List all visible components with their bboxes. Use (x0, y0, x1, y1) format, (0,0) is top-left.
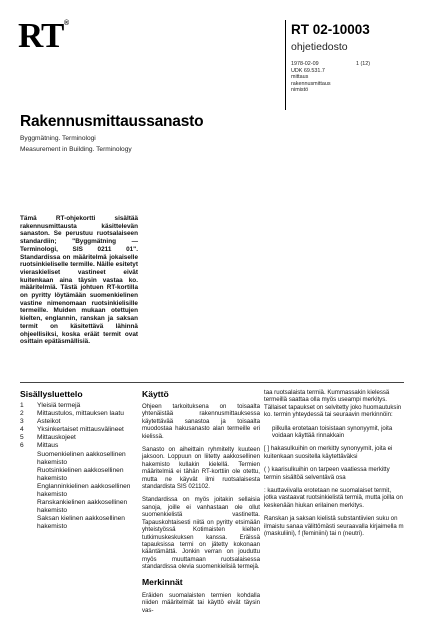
toc-number (20, 451, 37, 467)
page-count: 1 (12) (356, 61, 371, 67)
toc-label: Mittaus (37, 442, 59, 450)
usage-heading: Käyttö (142, 389, 169, 399)
toc-item (20, 402, 138, 410)
toc-item (20, 515, 138, 531)
toc-number: 5 (20, 434, 24, 442)
toc-label: Englanninkielinen aakkosellinen hakemisto (37, 482, 131, 499)
meta-keyword: nimistö (291, 87, 309, 94)
toc-label: Ranskankielinen aakkosellinen hakemisto (37, 499, 128, 515)
contents-heading: Sisällysluettelo (20, 389, 83, 399)
subtitle-english: Measurement in Building. Terminology (20, 146, 132, 153)
marks-item-brackets: [ ] hakasulkuihin on merkitty synonyymit, joita ei kuitenkaan suositella käytettäväksi (264, 445, 393, 460)
document-meta (291, 61, 331, 94)
usage-paragraph: Standardissa on myös joitakin sellaisia sanoja, joille ei vanhastaan ole ollut suomenkielistä vastinetta. Tapauskohtaisesti niitä on pyritty etsimään yhteistyössä Kotimaisten kielten tutkimuskeskuksen kanssa. Eräissä tapauksissa termi on jätetty kokonaan kääntämättä. Jonkin verran on jouduttu myös muuttamaan ruotsalaisessa standardissa olevia suomenkielisiä termejä. (142, 496, 260, 571)
toc-item (20, 483, 138, 499)
toc-item (20, 418, 138, 426)
toc-item (20, 410, 138, 418)
toc-label: Mittauskojeet (37, 434, 76, 442)
marks-heading: Merkinnät (142, 576, 183, 587)
marks-paragraph: Eräiden suomalaisten termien kohdalla niiden määritelmät tai käyttö eivät täysin vas- (142, 591, 260, 614)
toc-number: 1 (20, 402, 24, 409)
toc-label: Yleisiä termejä (37, 402, 81, 409)
toc-label: Mittaustulos, mittauksen laatu (37, 410, 124, 418)
marks-column (264, 389, 404, 544)
toc-number: 4 (20, 426, 24, 434)
toc-item (20, 467, 138, 483)
toc-number (20, 499, 37, 515)
document-code: RT 02-10003 (291, 22, 370, 37)
page-title: Rakennusmittaussanasto (20, 113, 204, 130)
toc-label: Asteikot (37, 418, 61, 426)
toc-label: Ruotsinkielinen aakkosellinen hakemisto (37, 466, 124, 482)
usage-column (142, 403, 260, 620)
header-divider (285, 20, 286, 110)
usage-paragraph: Sanasto on aiheittain ryhmitelty kuuteen jaksoon. Loppuun on liitetty aakkosellinen hakemisto kullakin kielellä. Termien määritelmiä ei tähän RT-korttiin ole otettu, mutta ne käyvät ilmi ruotsalaisesta standardista SIS 021102. (142, 446, 260, 491)
toc-item (20, 426, 138, 434)
section-divider (20, 382, 404, 383)
toc-item (20, 451, 138, 467)
meta-date: 1978-02-09 (291, 61, 319, 67)
rt-logo: RT (18, 16, 64, 55)
subtitle-swedish: Byggmätning. Terminologi (20, 135, 96, 142)
marks-paragraph: taa ruotsalaista termiä. Kummassakin kielessä termeillä saattaa olla myös useampi merkitys. Tällaiset tapaukset on selvitetty joko huomautuksin ko. termin yhteydessä tai seuraavin merkinnöin: (264, 389, 402, 419)
toc-label: Suomenkielinen aakkosellinen hakemisto (37, 450, 126, 466)
usage-paragraph: Ohjeen tarkoituksena on toisaalta yhtenäistää rakennusmittauksessa käytettävää sanastoa ja toisaalta muodostaa hakusanasto alan termeille eri kielissä. (142, 403, 260, 440)
toc-item (20, 434, 138, 442)
marks-item-slash: : kauttaviivalla erotetaan ne suomalaiset termit, jotka vastaavat ruotsinkielistä termiä, mutta joilla on keskenään hiukan erilainen merkitys. (264, 487, 403, 509)
marks-item-parentheses: ( ) kaarisulkuihin on tarpeen vaatiessa merkitty termin sisältöä selventävä osa (264, 466, 390, 481)
meta-udk: UDK 69.531.7 (291, 67, 325, 74)
toc-number: 6 (20, 442, 24, 450)
meta-keyword: mittaus (291, 74, 309, 81)
marks-gender-note: Ranskan ja saksan kielistä substantiivien suku on ilmaistu sanaa välittömästi seuraavalla kirjaimella m (maskuliini), f (feminiini) tai n (neutri). (264, 515, 404, 538)
toc-number: 3 (20, 418, 24, 426)
marks-item-comma: pilkulla erotetaan toisistaan synonyymit, joita voidaan käyttää rinnakkain (272, 424, 393, 440)
toc-label: Yksinkertaiset mittausvälineet (37, 426, 124, 434)
intro-paragraph: Tämä RT-ohjekortti sisältää rakennusmittausta käsittelevän sanaston. Se perustuu ruotsalaiseen standardiin; "Byggmätning — Terminologi, SIS 0211 01". Standardissa on määritelmä jokaiselle ruotsinkieliselle termille. Näille esitetyt vieraskieliset vastineet eivät kuitenkaan aina täysin vastaa ko. määritelmiä. Tästä johtuen RT-kortilla on pyritty löytämään suomenkielinen vastine nimenomaan ruotsinkielisille termeille. Muiden mukaan otettujen kielten, englannin, ranskan ja saksan termit on käsitettävä lähinnä ohjeellisiksi, koska eräät termit ovat osittain epätäsmällisiä. (20, 215, 138, 346)
toc-label: Saksan kielinen aakkosellinen hakemisto (37, 515, 125, 531)
toc-item (20, 442, 138, 450)
registered-mark: ® (64, 20, 70, 27)
toc-number (20, 467, 37, 483)
toc-number: 2 (20, 410, 24, 418)
table-of-contents (20, 402, 138, 532)
toc-item (20, 499, 138, 515)
meta-keyword: rakennusmittaus (291, 80, 331, 87)
toc-number (20, 483, 37, 499)
document-type: ohjetiedosto (291, 41, 348, 53)
toc-number (20, 515, 37, 531)
